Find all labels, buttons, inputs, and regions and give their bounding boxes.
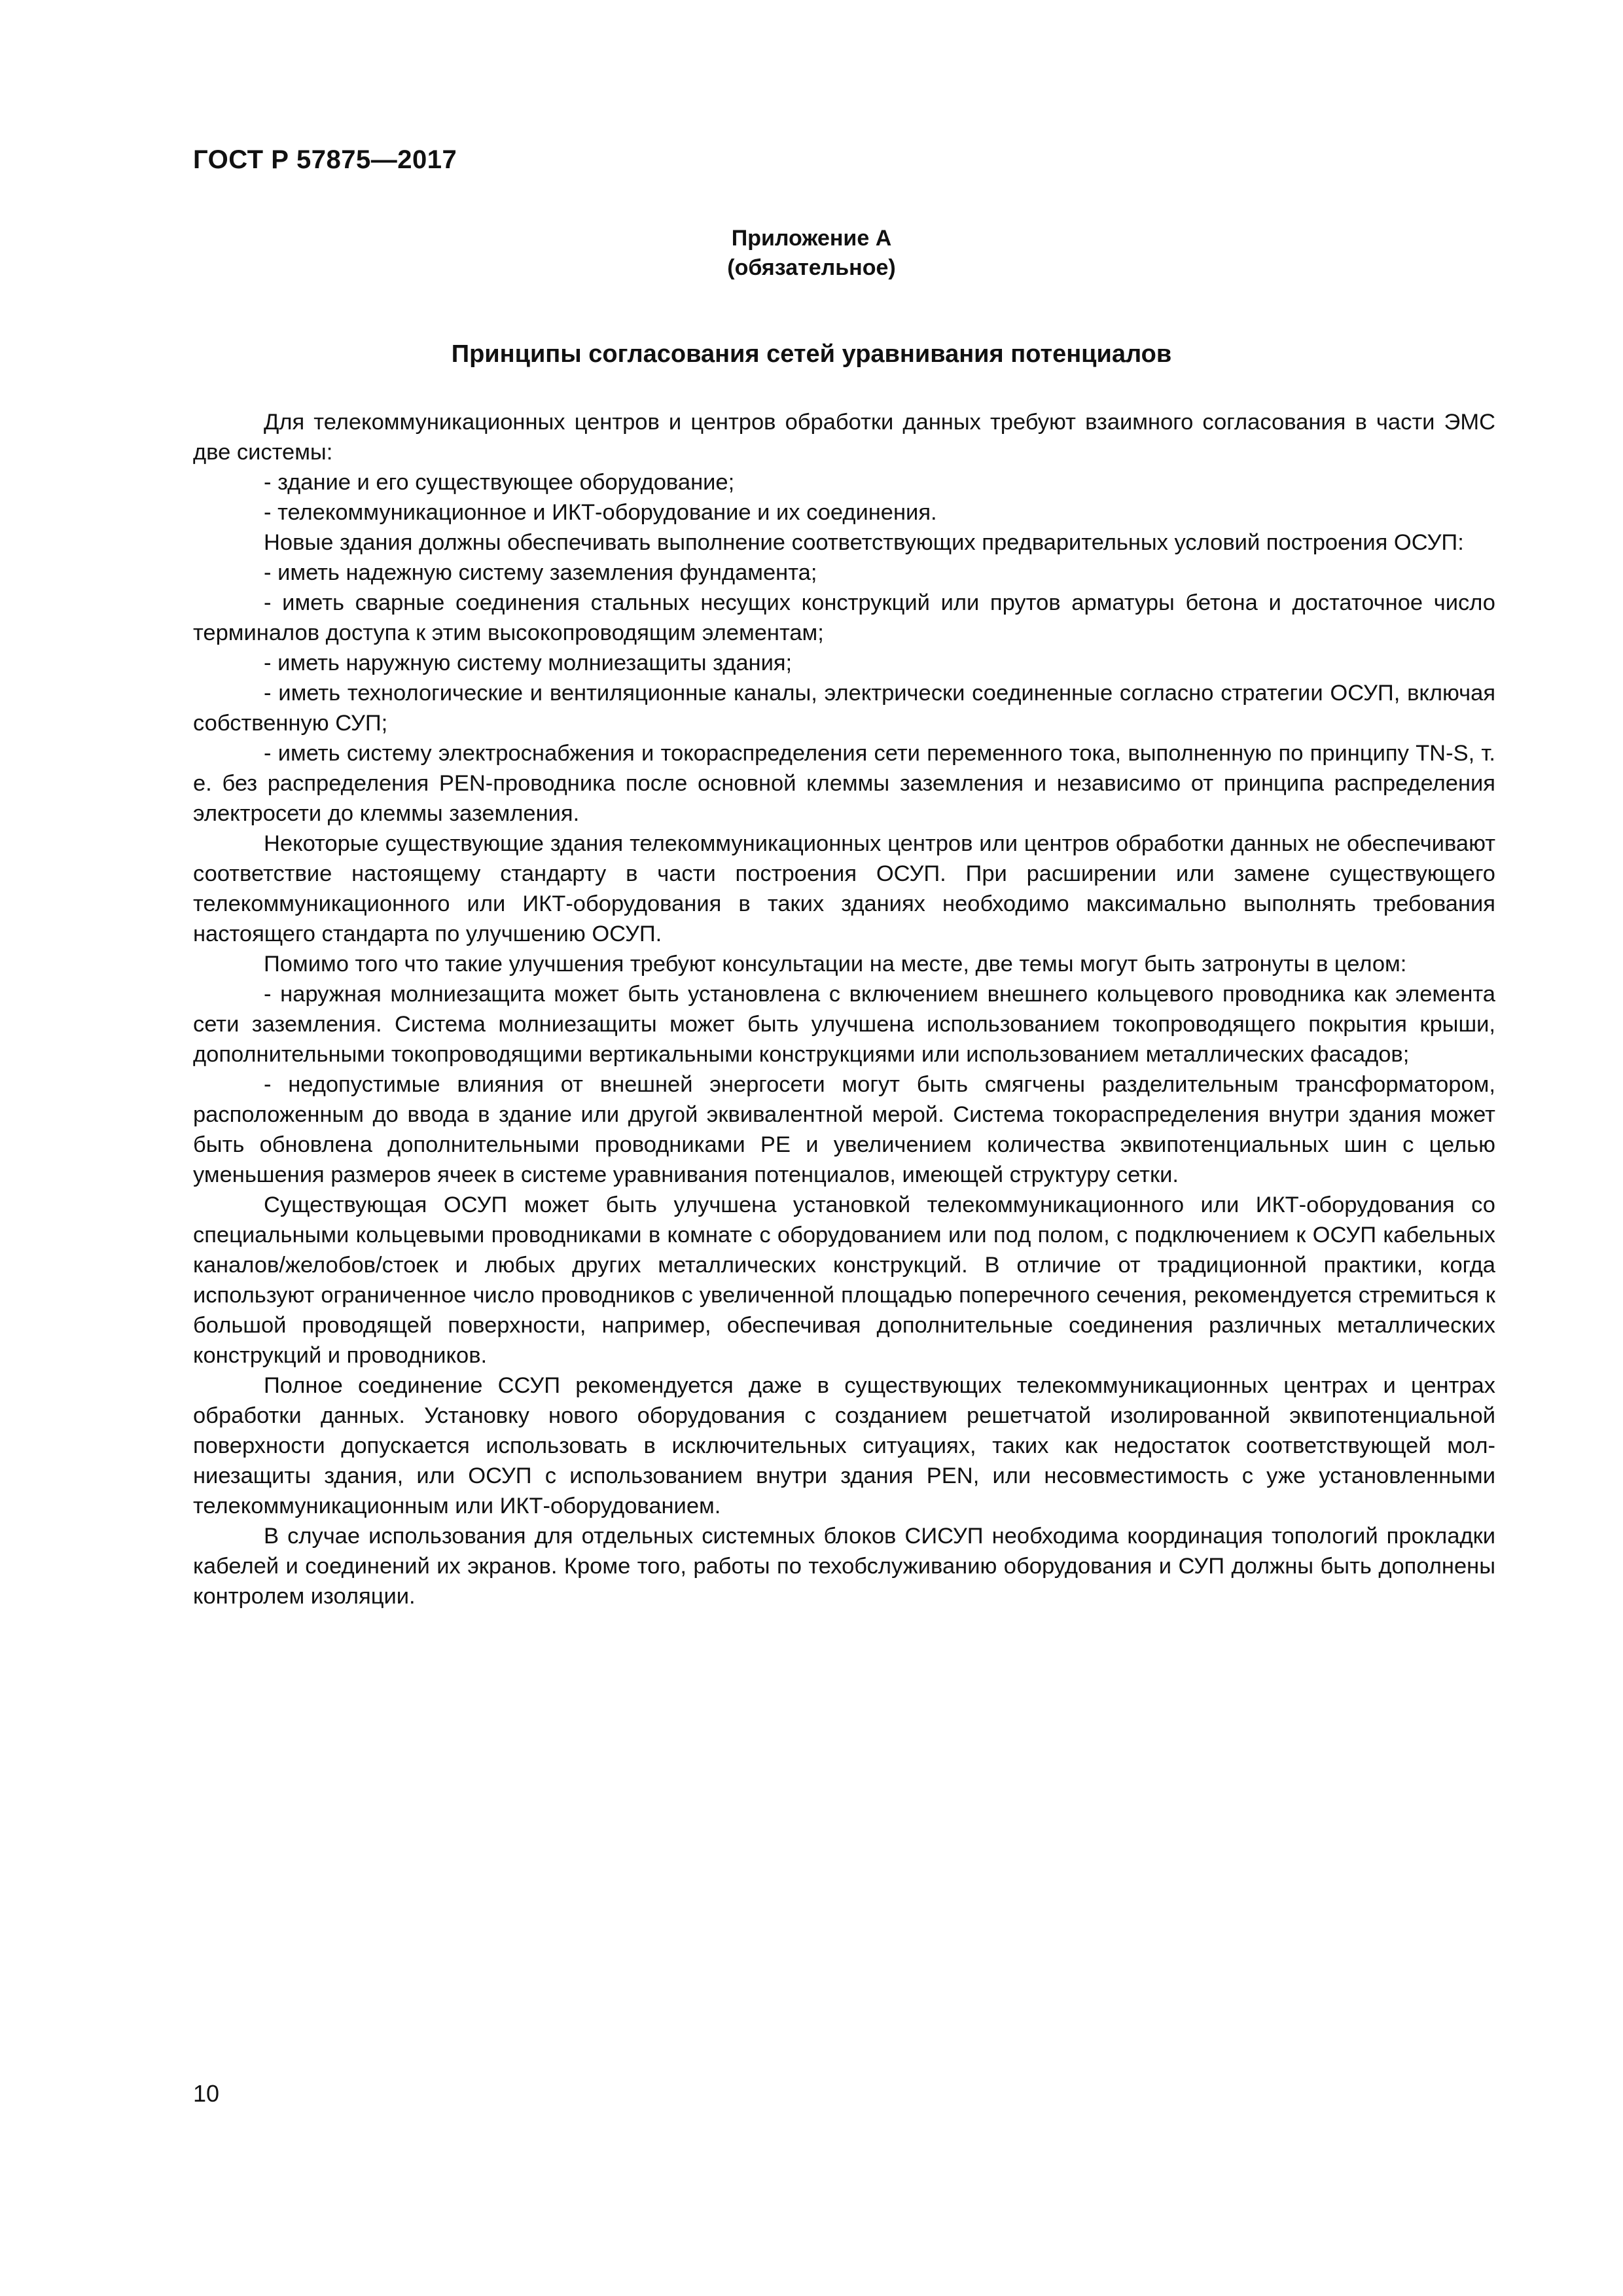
paragraph: Помимо того что такие улучшения требуют консультации на месте, две темы могут быть затронуты в целом: [264,952,1407,977]
list-item: - наружная молниезащита может быть установлена с включением внешнего кольцевого проводника как элемента сети заземления. Система молниезащиты может быть улучшена использованием токопроводящего покрытия крыши, дополнительными токопроводящими вертикальными конструкциями или использованием металлических фасадов; [193,982,1495,1067]
list-item: - здание и его существующее оборудование; [264,470,735,495]
list-item: - иметь надежную систему заземления фундамента; [264,560,817,585]
list-item: - телекоммуникационное и ИКТ-оборудование и их соединения. [264,500,937,525]
list-item: - иметь технологические и вентиляционные каналы, электрически соединенные согласно стратегии ОСУП, включая собственную СУП; [193,681,1495,736]
paragraph: В случае использования для отдельных системных блоков СИСУП необходима координация топологий прокладки кабелей и соединений их экранов. Кроме того, работы по техобслуживанию оборудования и СУП должны быть дополнены контролем изоляции. [193,1524,1495,1609]
document-code: ГОСТ Р 57875—2017 [193,145,457,174]
list-item: - иметь сварные соединения стальных несущих конструкций или прутов арматуры бетона и достаточное число терминалов доступа к этим высокопроводящим элементам; [193,590,1495,645]
list-item: - иметь наружную систему молниезащиты здания; [264,651,793,675]
body-text [193,407,1495,1611]
list-item: - недопустимые влияния от внешней энергосети могут быть смягчены разделительным трансформатором, расположенным до ввода в здание или другой эквивалентной мерой. Система токораспределения внутри здания может быть обновлена дополнительными проводниками PE и увеличением количества эквипотенциальных шин с целью уменьшения размеров ячеек в системе уравнивания потенциалов, имеющей структуру сетки. [193,1072,1495,1187]
annex-title: Приложение А [731,226,892,251]
section-title: Принципы согласования сетей уравнивания потенциалов [451,340,1172,368]
list-item: - иметь систему электроснабжения и токораспределения сети переменного тока, выполненную по принципу TN-S, т. е. без распределения PEN-проводника после основной клеммы заземления и независимо от принципа распределения электросети до клеммы заземления. [193,741,1495,826]
paragraph: Для телекоммуникационных центров и центров обработки данных требуют взаимного согласования в части ЭМС две системы: [193,410,1495,465]
annex-status: (обязательное) [727,255,896,280]
paragraph: Некоторые существующие здания телекоммуникационных центров или центров обработки данных не обеспечивают соответствие настоящему стандарту в части построения ОСУП. При расширении или замене существующего телекоммуникационного или ИКТ-оборудования в таких зданиях необходимо максимально выполнять требования настоящего стандарта по улучшению ОСУП. [193,831,1495,946]
paragraph: Новые здания должны обеспечивать выполнение соответствующих предварительных условий построения ОСУП: [264,530,1464,555]
paragraph: Существующая ОСУП может быть улучшена установкой телекоммуникационного или ИКТ-оборудования со специальными кольцевыми проводниками в комнате с оборудованием или под полом, с подключением к ОСУП кабельных каналов/желобов/стоек и любых других металлических конструкций. В отличие от традиционной практики, когда используют ограниченное число проводников с увеличенной площадью поперечного сечения, рекомендуется стремиться к большой проводящей поверхности, например, обеспечивая дополнительные соединения различных металлических конструкций и проводников. [193,1193,1495,1368]
paragraph: Полное соединение ССУП рекомендуется даже в существующих телекоммуникационных центрах и центрах обработки данных. Установку нового оборудования с созданием решетчатой изолированной эквипотенциальной поверхности допускается использовать в исключительных ситуациях, таких как недостаток соответствующей молниезащиты здания, или ОСУП с использованием внутри здания PEN, или несовместимость с уже установленными телекоммуникационным или ИКТ-оборудованием. [193,1373,1495,1518]
page-number: 10 [193,2080,220,2107]
